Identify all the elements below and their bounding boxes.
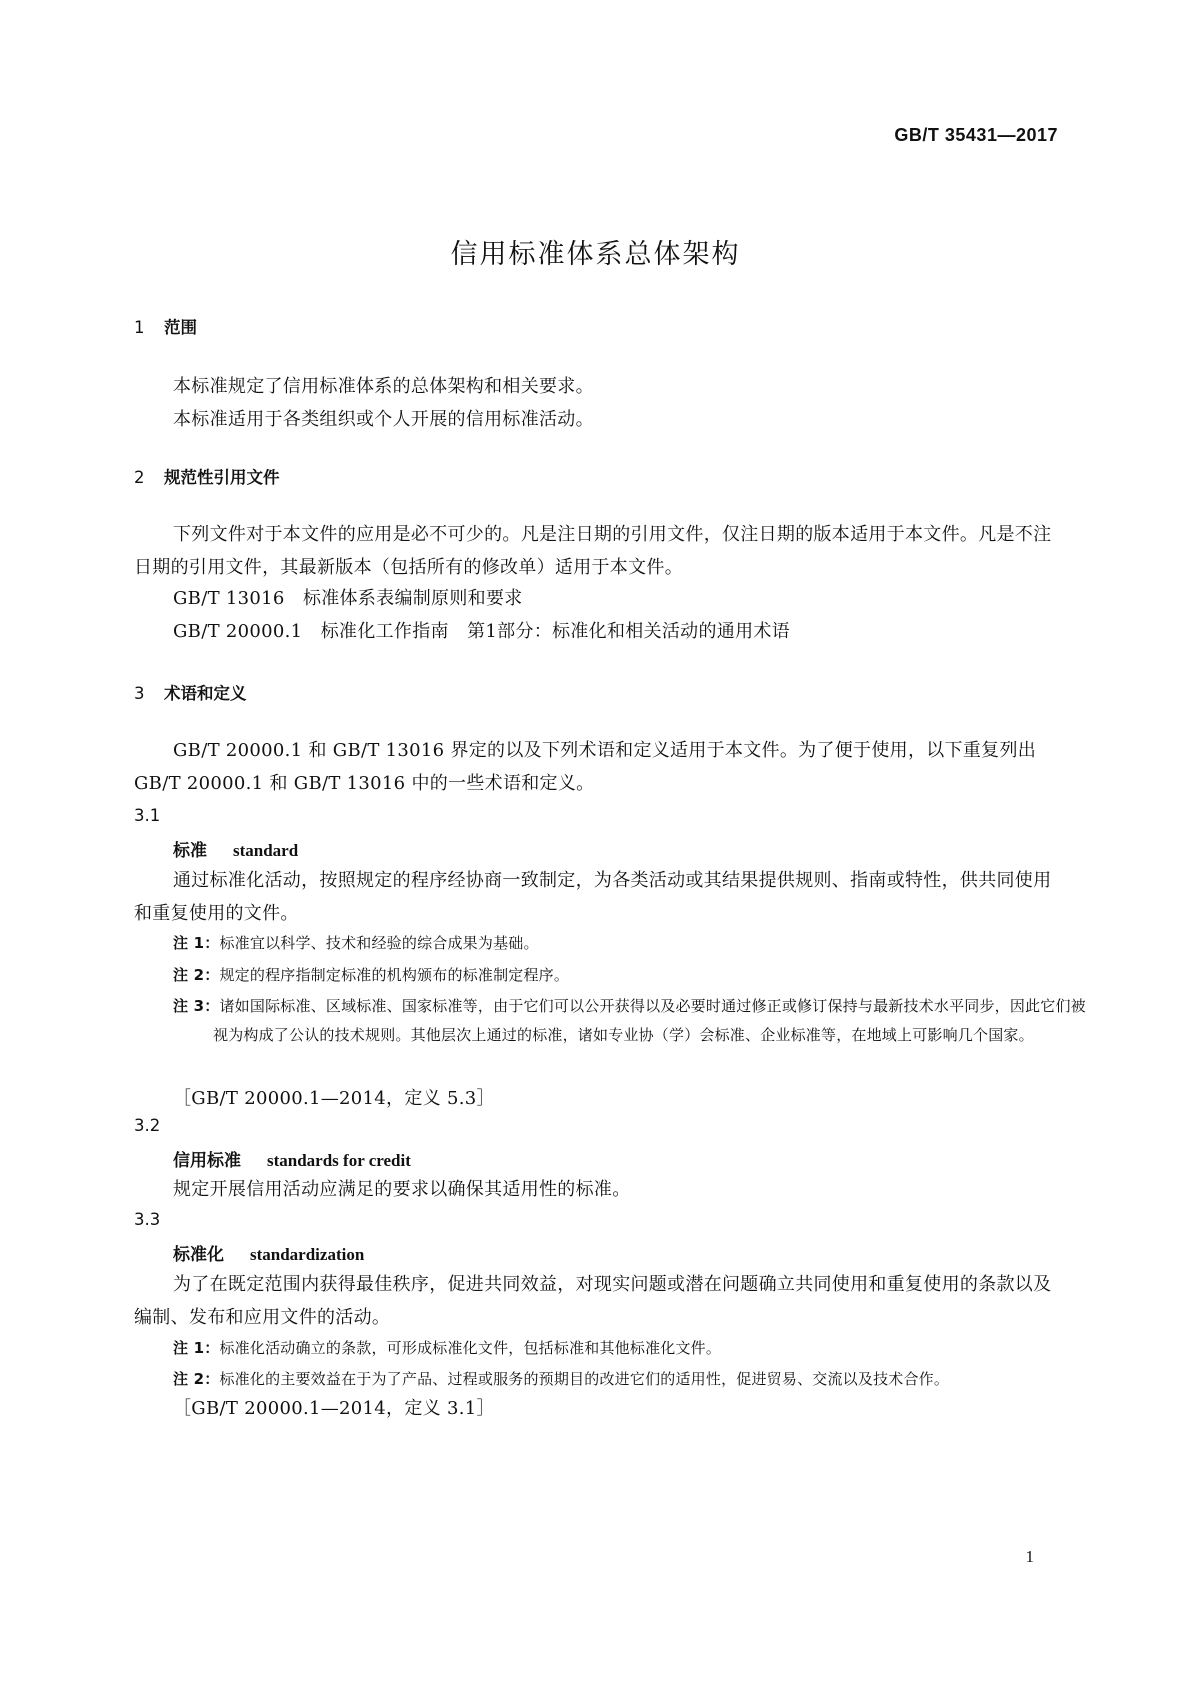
note-text: 标准化的主要效益在于为了产品、过程或服务的预期目的改进它们的适用性，促进贸易、交流以及技术合作。 [219, 1370, 950, 1388]
term-en: standardization [250, 1245, 365, 1264]
section-number: 1 [134, 318, 145, 337]
clause-number: 3.3 [134, 1210, 161, 1229]
section-title: 术语和定义 [164, 684, 247, 703]
note-label: 注 2： [173, 1370, 220, 1388]
section-1-heading [134, 314, 197, 338]
page-number: 1 [1025, 1547, 1034, 1566]
clause-number: 3.2 [134, 1116, 161, 1135]
note-text: 诸如国际标准、区域标准、国家标准等，由于它们可以公开获得以及必要时通过修正或修订保持与最新技术水平同步，因此它们被视为构成了公认的技术规则。其他层次上通过的标准，诸如专业协（学）会标准、企业标准等，在地域上可影响几个国家。 [213, 997, 1086, 1044]
clause-number: 3.1 [134, 806, 161, 825]
section-3-heading [134, 680, 247, 704]
note [173, 992, 1098, 1050]
term-source: ［GB/T 20000.1—2014，定义 3.1］ [173, 1398, 495, 1419]
term-en: standard [233, 841, 299, 860]
terms-intro-paragraph: GB/T 20000.1 和 GB/T 13016 界定的以及下列术语和定义适用于本文件。为了便于使用，以下重复列出 GB/T 20000.1 和 GB/T 13016 中的一些术语和定义。 [134, 740, 1037, 794]
note [173, 929, 1058, 958]
scope-line-2: 本标准适用于各类组织或个人开展的信用标准活动。 [173, 409, 594, 430]
document-title: 信用标准体系总体架构 [450, 239, 741, 270]
note-label: 注 1： [173, 1339, 220, 1357]
note [173, 1334, 1058, 1363]
note-text: 规定的程序指制定标准的机构颁布的标准制定程序。 [219, 966, 570, 984]
normative-refs-paragraph: 下列文件对于本文件的应用是必不可少的。凡是注日期的引用文件，仅注日期的版本适用于本文件。凡是不注日期的引用文件，其最新版本（包括所有的修改单）适用于本文件。 [134, 524, 1052, 578]
section-title: 规范性引用文件 [164, 468, 280, 487]
term-zh: 标准 [173, 841, 207, 861]
term-definition: 通过标准化活动，按照规定的程序经协商一致制定，为各类活动或其结果提供规则、指南或特性，供共同使用和重复使用的文件。 [134, 870, 1052, 924]
term-definition: 为了在既定范围内获得最佳秩序，促进共同效益，对现实问题或潜在问题确立共同使用和重复使用的条款以及编制、发布和应用文件的活动。 [134, 1274, 1052, 1328]
note [173, 1365, 1058, 1394]
term-source: ［GB/T 20000.1—2014，定义 5.3］ [173, 1088, 495, 1109]
reference-item: GB/T 20000.1 标准化工作指南 第1部分：标准化和相关活动的通用术语 [173, 621, 790, 642]
note-text: 标准化活动确立的条款，可形成标准化文件，包括标准和其他标准化文件。 [219, 1339, 722, 1357]
term-zh: 信用标准 [173, 1151, 241, 1171]
section-title: 范围 [164, 318, 197, 337]
section-number: 3 [134, 684, 145, 703]
standard-code: GB/T 35431—2017 [894, 125, 1058, 145]
term-entry [173, 836, 298, 861]
term-en: standards for credit [267, 1151, 411, 1170]
term-entry [173, 1146, 411, 1171]
scope-line-1: 本标准规定了信用标准体系的总体架构和相关要求。 [173, 376, 594, 397]
term-zh: 标准化 [173, 1245, 224, 1265]
note [173, 961, 1058, 990]
note-label: 注 1： [173, 934, 220, 952]
reference-item: GB/T 13016 标准体系表编制原则和要求 [173, 588, 523, 609]
term-definition: 规定开展信用活动应满足的要求以确保其适用性的标准。 [173, 1179, 631, 1200]
note-text: 标准宜以科学、技术和经验的综合成果为基础。 [219, 934, 539, 952]
note-label: 注 3： [173, 997, 220, 1015]
note-label: 注 2： [173, 966, 220, 984]
section-number: 2 [134, 468, 145, 487]
term-entry [173, 1240, 364, 1265]
section-2-heading [134, 464, 280, 488]
